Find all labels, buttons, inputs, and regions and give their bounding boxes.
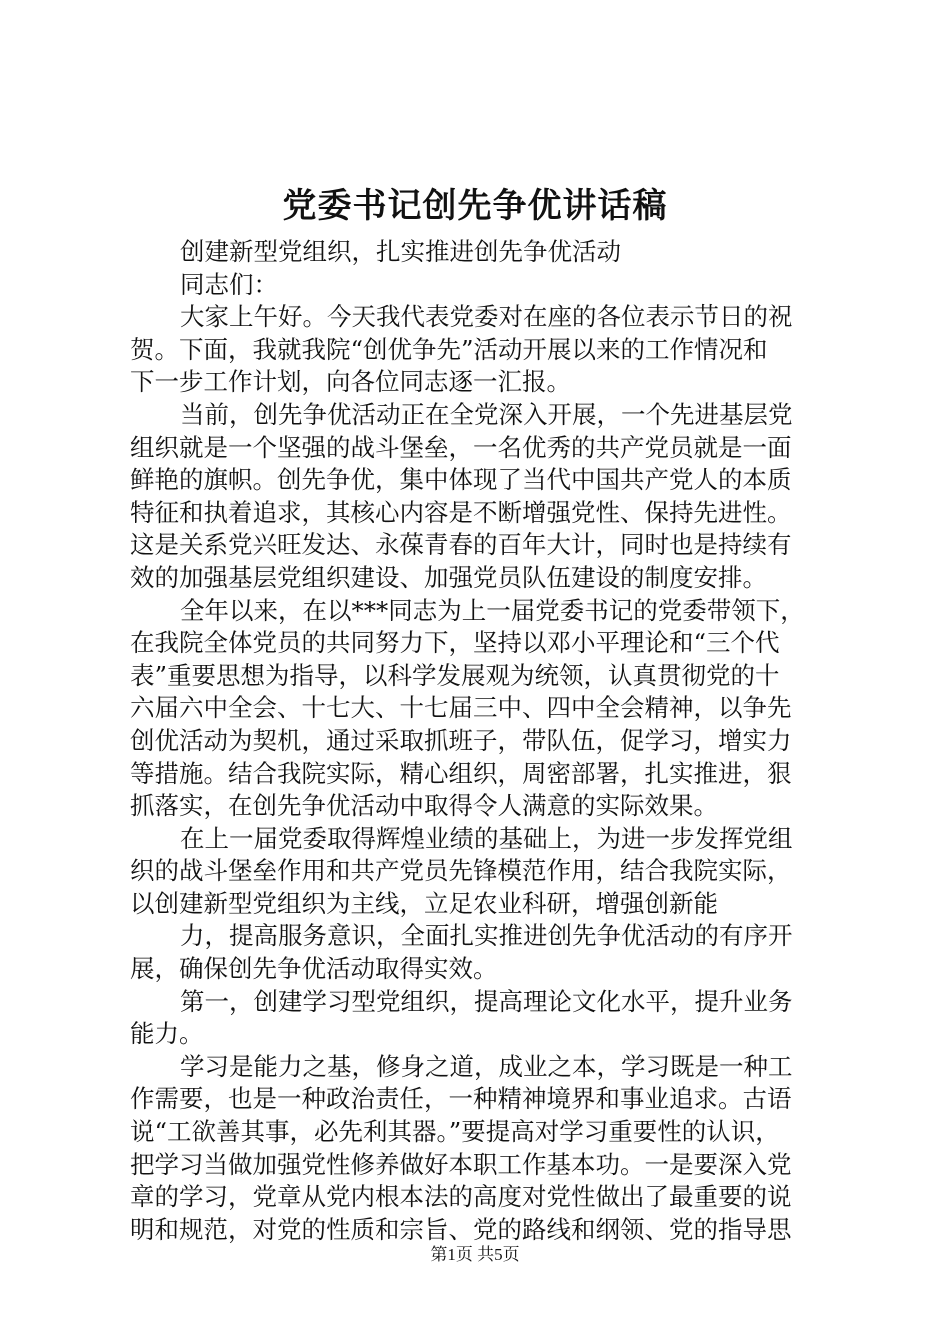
text-line: 创优活动为契机，通过采取抓班子，带队伍，促学习，增实力 <box>130 725 792 755</box>
text-line: 在上一届党委取得辉煌业绩的基础上，为进一步发挥党组 <box>180 823 793 853</box>
text-line: 抓落实，在创先争优活动中取得令人满意的实际效果。 <box>130 791 718 821</box>
text-line: 说“工欲善其事，必先利其器。”要提高对学习重要性的认识， <box>130 1117 780 1147</box>
text-line: 把学习当做加强党性修养做好本职工作基本功。一是要深入党 <box>130 1149 792 1179</box>
document-body <box>130 236 830 1246</box>
text-line: 力，提高服务意识，全面扎实推进创先争优活动的有序开 <box>180 921 793 951</box>
text-line: 以创建新型党组织为主线，立足农业科研，增强创新能 <box>130 888 718 918</box>
page-footer: 第1页 共5页 <box>430 1245 520 1264</box>
text-line: 六届六中全会、十七大、十七届三中、四中全会精神，以争先 <box>130 693 792 723</box>
text-line: 效的加强基层党组织建设、加强党员队伍建设的制度安排。 <box>130 562 767 592</box>
text-line: 贺。下面，我就我院“创优争先”活动开展以来的工作情况和 <box>130 334 768 364</box>
text-line: 创建新型党组织，扎实推进创先争优活动 <box>180 237 621 266</box>
text-line: 明和规范，对党的性质和宗旨、党的路线和纲领、党的指导思 <box>130 1214 792 1244</box>
text-line: 当前，创先争优活动正在全党深入开展，一个先进基层党 <box>180 399 793 429</box>
text-line: 学习是能力之基，修身之道，成业之本，学习既是一种工 <box>180 1051 793 1081</box>
text-line: 特征和执着追求，其核心内容是不断增强党性、保持先进性。 <box>130 497 792 527</box>
text-line: 章的学习，党章从党内根本法的高度对党性做出了最重要的说 <box>130 1182 792 1212</box>
text-line: 织的战斗堡垒作用和共产党员先锋模范作用，结合我院实际， <box>130 856 792 886</box>
document-title: 党委书记创先争优讲话稿 <box>282 186 668 226</box>
text-line: 鲜艳的旗帜。创先争优，集中体现了当代中国共产党人的本质 <box>130 465 792 495</box>
text-line: 全年以来，在以***同志为上一届党委书记的党委带领下， <box>180 595 805 625</box>
text-line: 作需要，也是一种政治责任，一种精神境界和事业追求。古语 <box>130 1084 792 1114</box>
text-line: 这是关系党兴旺发达、永葆青春的百年大计，同时也是持续有 <box>130 530 792 560</box>
text-line: 同志们： <box>180 269 278 299</box>
text-line: 等措施。结合我院实际，精心组织，周密部署，扎实推进，狠 <box>130 758 792 788</box>
text-line: 第一，创建学习型党组织，提高理论文化水平，提升业务 <box>180 986 793 1016</box>
text-line: 大家上午好。今天我代表党委对在座的各位表示节日的祝 <box>180 302 793 332</box>
text-line: 下一步工作计划，向各位同志逐一汇报。 <box>130 367 571 397</box>
text-line: 展，确保创先争优活动取得实效。 <box>130 954 498 984</box>
text-line: 表”重要思想为指导，以科学发展观为统领，认真贯彻党的十 <box>130 660 780 690</box>
text-line: 在我院全体党员的共同努力下，坚持以邓小平理论和“三个代 <box>130 628 780 658</box>
text-line: 组织就是一个坚强的战斗堡垒，一名优秀的共产党员就是一面 <box>130 432 792 462</box>
text-line: 能力。 <box>130 1019 204 1049</box>
